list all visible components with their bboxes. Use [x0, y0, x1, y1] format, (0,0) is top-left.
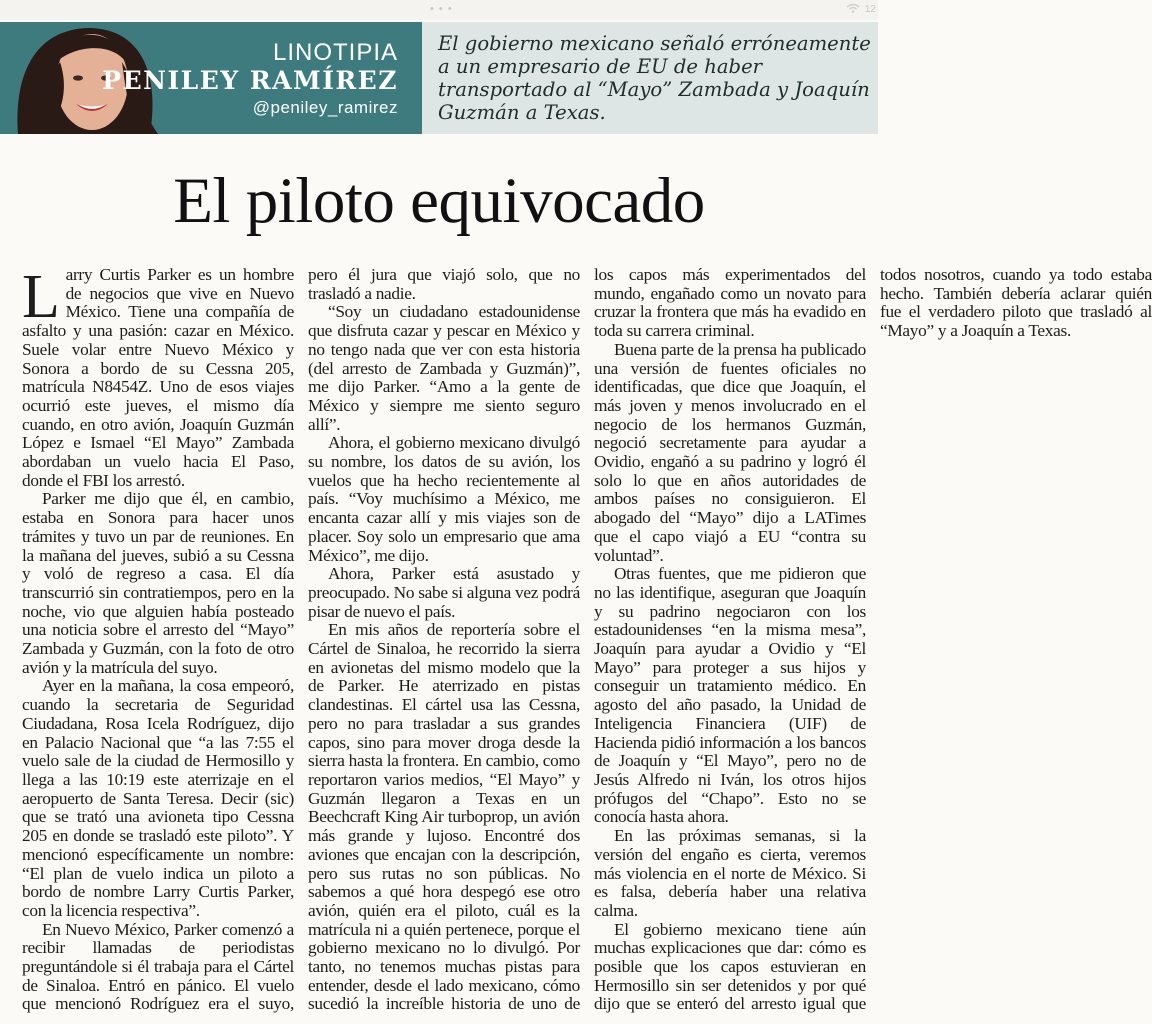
article-paragraph	[22, 263, 294, 490]
article-paragraph: Ahora, Parker está asustado y preocupado. No sabe si alguna vez podrá pisar de nuevo el país.	[308, 564, 580, 621]
article-paragraph: Ahora, el gobierno mexicano divulgó su nombre, los datos de su avión, los vuelos que ha hecho recientemente al país. “Voy muchísimo a México, me encanta cazar allí y mis viajes son de placer. Soy solo un empresario que ama México”, me dijo.	[308, 433, 580, 565]
article-paragraph: Otras fuentes, que me pidieron que no las identifique, aseguran que Joaquín y su padrino negociaron con los estadounidenses “en la misma mesa”, Joaquín para ayudar a Ovidio y “El Mayo” para proteger a sus hijos y conseguir un tratamiento médico. En agosto del año pasado, la Unidad de Inteligencia Financiera (UIF) de Hacienda pidió información a los bancos de Joaquín y “El Mayo”, pero no de Jesús Alfredo ni Iván, los otros hijos prófugos del “Chapo”. Esto no se conocía hasta ahora.	[594, 564, 866, 827]
article-paragraph: En las próximas semanas, si la versión del engaño es cierta, veremos más violencia en el norte de México. Si es falsa, debería haber una relativa calma.	[594, 826, 866, 920]
battery-level: 12	[864, 4, 876, 15]
wifi-icon	[846, 3, 860, 16]
article-paragraph: Buena parte de la prensa ha publicado una versión de fuentes oficiales no identificadas, que dice que Joaquín, el más joven y menos involucrado en el negocio de los hermanos Guzmán, negoció secretamente para ayudar a Ovidio, engañó a su padrino y logró él solo lo que en años autoridades de ambos países no consiguieron. El abogado del “Mayo” dijo a LATimes que el capo viajó a EU “contra su voluntad”.	[594, 339, 866, 565]
paragraph-text: arry Curtis Parker es un hombre de negocios que vive en Nuevo México. Tiene una compañía de asfalto y una pasión: cazar en México. Suele volar entre Nuevo México y Sonora a bordo de su Cessna 205, matrícula N8454Z. Uno de esos viajes ocurrió este jueves, el mismo día cuando, en otro avión, Joaquín Guzmán López e Ismael “El Mayo” Zambada abordaban un vuelo hacia El Paso, donde el FBI los arrestó.	[22, 265, 294, 490]
author-banner	[0, 22, 422, 134]
article-paragraph: Ayer en la mañana, la cosa empeoró, cuando la secretaria de Seguridad Ciudadana, Rosa Icela Rodríguez, dijo en Palacio Nacional que “a las 7:55 el vuelo sale de la ciudad de Hermosillo y llega a las 10:19 este aterrizaje en el aeropuerto de Santa Teresa. Decir (sic) que se trató una avioneta tipo Cessna 205 en donde se trasladó este piloto”. Y mencionó específicamente un nombre: “El plan de vuelo indica un piloto a bordo de nombre Larry Curtis Parker, con la licencia respectiva”.	[22, 676, 294, 920]
article-body	[22, 263, 1152, 1024]
author-name: PENILEY RAMÍREZ	[102, 66, 398, 95]
article-paragraph: “Soy un ciudadano estadounidense que disfruta cazar y pescar en México y no tengo nada que ver con esta historia (del arresto de Zambada y Guzmán)”, me dijo Parker. “Amo a la gente de México y siempre me siento seguro allí”.	[308, 302, 580, 434]
article-paragraph: En mis años de reportería sobre el Cártel de Sinaloa, he recorrido la sierra en avionetas del mismo modelo que la de Parker. He aterrizado en pistas clandestinas. El cártel usa las Cessna, pero no para trasladar a sus grandes capos, sino para mover droga desde la sierra hasta la frontera. En cambio, como reportaron varios medios, “El Mayo” y Guzmán llegaron a Texas en un Beechcraft King Air turboprop, un avión más grande y lujoso. Encontré dos aviones que encajan con la descripción, pero sus rutas no son públicas. No sabemos a qué hora despegó ese otro avión, quién era el piloto, cuál es la matrícula ni a quién pertenece, porque el gobierno mexicano no lo divulgó. Por tanto, no tenemos muchas pistas para entender, desde el lado mexicano, cómo sucedió la increíble historia de uno de los capos más experimentados del mundo, engañado como un novato para cruzar la frontera que más ha evadido en toda su carrera criminal.	[308, 265, 866, 1014]
article-title: El piloto equivocado	[173, 165, 705, 237]
column-header	[0, 22, 878, 134]
column-name: LINOTIPIA	[272, 39, 398, 66]
author-handle: @peniley_ramirez	[252, 98, 398, 117]
article-paragraph: Parker me dijo que él, en cambio, estaba en Sonora para hacer unos trámites y tuvo un par de reuniones. En la mañana del jueves, subió a su Cessna y voló de regreso a casa. El día transcurrió sin contratiempos, pero en la noche, vio que alguien había posteado una noticia sobre el arresto del “Mayo” Zambada y Guzmán, con la foto de otro avión y la matrícula del suyo.	[22, 489, 294, 677]
multitask-dots-icon: • • •	[430, 3, 453, 15]
article-paragraph: El gobierno mexicano tiene aún muchas explicaciones que dar: cómo es posible que los capos estuvieran en Hermosillo sin ser detenidos y por qué dijo que se enteró del arresto igual que todos nosotros, cuando ya todo estaba hecho. También debería aclarar quién fue el verdadero piloto que trasladó al “Mayo” y a Joaquín a Texas.	[594, 265, 1152, 1014]
drop-cap: L	[22, 263, 60, 331]
article-paragraph: En Nuevo México, Parker comenzó a recibir llamadas de periodistas preguntándole si él trabaja para el Cártel de Sinaloa. Entró en pánico. El vuelo que mencionó Rodríguez era el suyo, pero él jura que viajó solo, que no trasladó a nadie.	[22, 265, 580, 1014]
article-dek: El gobierno mexicano señaló erróneamente a un empresario de EU de haber transportado al “Mayo” Zambada y Joaquín Guzmán a Texas.	[438, 32, 871, 124]
byline	[102, 40, 398, 120]
device-status-bar	[0, 0, 878, 20]
